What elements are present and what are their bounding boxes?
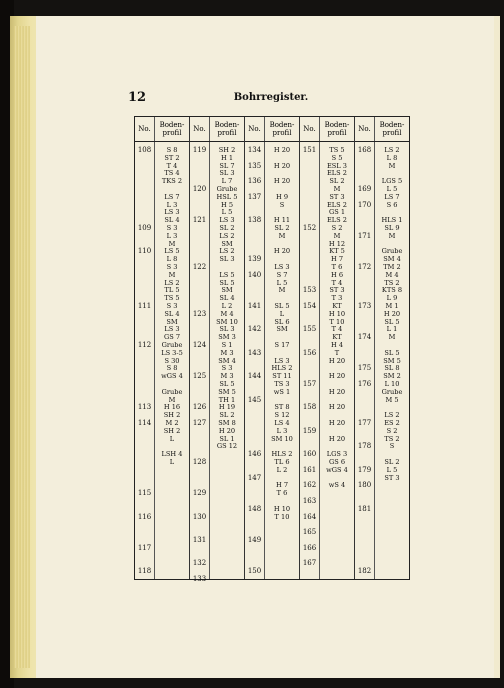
soil-profile-entry: SL 2 — [329, 177, 345, 186]
column-header — [355, 117, 409, 142]
profile-column — [374, 142, 409, 579]
soil-profile-entry: TL 5 — [164, 286, 180, 295]
soil-profile-entry: L — [169, 458, 175, 466]
soil-profile-entry: M 3 — [220, 372, 234, 381]
soil-profile-entry: M 4 — [385, 270, 399, 279]
soil-profile-entry: SL 4 — [219, 294, 235, 303]
soil-profile-entry: H 5 — [220, 200, 234, 209]
soil-profile-entry: S 3 — [166, 224, 178, 232]
no-column — [135, 142, 154, 579]
soil-profile-entry: ESL 3 — [326, 161, 347, 170]
soil-profile-entry: L 1 — [386, 325, 398, 334]
table-column-group — [189, 117, 244, 583]
boring-number: 126 — [192, 403, 207, 412]
boring-number: 172 — [357, 263, 372, 271]
soil-profile-entry: L 9 — [386, 294, 398, 303]
soil-profile-entry: KT 5 — [329, 247, 345, 256]
boring-number: 166 — [302, 543, 317, 552]
soil-profile-entry: TS 5 — [164, 294, 180, 303]
soil-profile-entry: H 1 — [220, 153, 234, 162]
soil-profile-entry: H 11 — [273, 216, 291, 225]
soil-profile-entry: SL 2 — [384, 458, 400, 466]
soil-profile-entry: L — [279, 309, 285, 318]
boring-number: 123 — [192, 309, 207, 318]
boring-number: 113 — [137, 403, 152, 412]
soil-profile-entry: SM 2 — [383, 372, 401, 381]
soil-profile-entry: LS 7 — [384, 192, 400, 201]
boring-number: 173 — [357, 302, 372, 310]
soil-profile-entry: H 20 — [273, 146, 291, 154]
soil-profile-entry: M — [168, 239, 176, 248]
boring-number: 160 — [302, 450, 317, 459]
boring-number: 112 — [137, 341, 152, 349]
soil-profile-entry: H 20 — [383, 309, 401, 318]
soil-profile-entry: S 12 — [274, 411, 290, 420]
soil-profile-entry: S 6 — [386, 200, 398, 209]
column-header — [135, 117, 189, 142]
soil-profile-entry: SM 3 — [218, 333, 236, 342]
soil-profile-entry: Grube — [381, 387, 403, 396]
soil-profile-entry: ST 11 — [272, 372, 292, 381]
boring-number: 127 — [192, 419, 207, 427]
no-column — [190, 142, 209, 583]
soil-profile-entry: M 2 — [165, 419, 179, 427]
soil-profile-entry: H 20 — [328, 419, 346, 427]
soil-profile-entry: SM 5 — [383, 356, 401, 365]
soil-profile-entry: S — [389, 442, 395, 451]
soil-profile-entry: TH 1 — [218, 395, 236, 404]
header-profile: Boden-profil — [319, 117, 354, 141]
boring-number: 174 — [357, 333, 372, 342]
boring-number: 135 — [247, 161, 262, 170]
boring-number: 180 — [357, 481, 372, 490]
soil-profile-entry: L 2 — [221, 302, 233, 310]
soil-profile-entry: ST 8 — [274, 403, 290, 412]
soil-profile-entry: S — [279, 200, 285, 209]
soil-profile-entry: SL 5 — [219, 278, 235, 287]
no-column — [245, 142, 264, 579]
boring-number: 140 — [247, 270, 262, 279]
soil-profile-entry: S 2 — [386, 426, 398, 435]
soil-profile-entry: H 20 — [328, 434, 346, 443]
soil-profile-entry: H 7 — [275, 481, 289, 490]
boring-number: 157 — [302, 380, 317, 388]
soil-profile-entry: KTS 8 — [381, 286, 403, 295]
soil-profile-entry: TS 3 — [274, 380, 290, 388]
soil-profile-entry: S 3 — [166, 263, 178, 271]
boring-number: 162 — [302, 481, 317, 490]
soil-profile-entry: SM — [221, 286, 233, 295]
soil-profile-entry: L 3 — [166, 231, 178, 240]
boring-number: 165 — [302, 528, 317, 537]
boring-number: 156 — [302, 348, 317, 357]
boring-number: 164 — [302, 512, 317, 521]
soil-profile-entry: SL 4 — [164, 216, 180, 225]
soil-profile-entry: LS 3-5 — [161, 348, 183, 357]
boring-number: 181 — [357, 504, 372, 513]
soil-profile-entry: T 4 — [331, 278, 343, 287]
soil-profile-entry: H 7 — [330, 255, 344, 264]
header-no: No. — [248, 125, 261, 133]
soil-profile-entry: LS 5 — [219, 270, 235, 279]
soil-profile-entry: H 4 — [330, 341, 344, 349]
boring-number: 148 — [247, 504, 262, 513]
soil-profile-entry: SL 4 — [164, 309, 180, 318]
soil-profile-entry: M 1 — [385, 302, 399, 310]
boring-number: 133 — [192, 575, 207, 583]
soil-profile-entry: LS 2 — [219, 247, 235, 256]
header-profile: Boden-profil — [264, 117, 299, 141]
soil-profile-entry: S 3 — [166, 302, 178, 310]
soil-profile-entry: Grube — [216, 185, 238, 193]
soil-profile-entry: SL 5 — [384, 348, 400, 357]
boring-number: 111 — [137, 302, 152, 310]
soil-profile-entry: KT — [332, 333, 342, 342]
boring-number: 128 — [192, 458, 207, 466]
boring-number: 170 — [357, 200, 372, 209]
soil-profile-entry: ST 3 — [329, 192, 345, 201]
table-column-group — [135, 117, 189, 579]
page-number: 12 — [128, 90, 147, 105]
boring-number: 130 — [192, 512, 207, 521]
boring-number: 134 — [247, 146, 262, 154]
boring-number: 176 — [357, 380, 372, 388]
soil-profile-entry: TL 6 — [274, 458, 290, 466]
header-profile: Boden-profil — [154, 117, 189, 141]
soil-profile-entry: L 2 — [276, 465, 288, 474]
soil-profile-entry: M — [278, 286, 286, 295]
boring-number: 121 — [192, 216, 207, 225]
header-no: No. — [193, 125, 206, 133]
no-column — [355, 142, 374, 579]
soil-profile-entry: H 20 — [273, 247, 291, 256]
boring-number: 177 — [357, 419, 372, 427]
boring-number: 175 — [357, 364, 372, 373]
soil-profile-entry: M — [333, 231, 341, 240]
soil-profile-entry: SL 3 — [219, 325, 235, 334]
soil-profile-entry: L 7 — [221, 177, 233, 186]
soil-profile-entry: LS 3 — [274, 356, 290, 365]
soil-profile-entry: SL 2 — [219, 411, 235, 420]
soil-profile-entry: Grube — [161, 387, 183, 396]
soil-profile-entry: HLS 1 — [381, 216, 403, 225]
boring-number: 138 — [247, 216, 262, 225]
soil-profile-entry: SL 3 — [219, 169, 235, 178]
column-header — [190, 117, 244, 142]
soil-profile-entry: LS 2 — [164, 278, 180, 287]
profile-column — [209, 142, 244, 579]
soil-profile-entry: SM — [221, 239, 233, 248]
soil-profile-entry: LGS 3 — [326, 450, 348, 459]
boring-number: 115 — [137, 489, 152, 498]
soil-profile-entry: M 3 — [220, 348, 234, 357]
soil-profile-entry: SH 2 — [163, 426, 181, 435]
soil-profile-entry: SL 1 — [219, 434, 235, 443]
soil-profile-entry: ELS 2 — [326, 216, 347, 225]
soil-profile-entry: L — [169, 434, 175, 443]
boring-number: 179 — [357, 465, 372, 474]
borehole-register-table — [134, 116, 410, 583]
soil-profile-entry: L 10 — [384, 380, 400, 388]
soil-profile-entry: TS 2 — [384, 434, 400, 443]
boring-number: 178 — [357, 442, 372, 451]
boring-number: 155 — [302, 325, 317, 334]
soil-profile-entry: LSH 4 — [161, 450, 183, 459]
soil-profile-entry: SH 2 — [218, 146, 236, 154]
soil-profile-entry: LS 2 — [219, 231, 235, 240]
boring-number: 154 — [302, 302, 317, 310]
soil-profile-entry: T 6 — [331, 263, 343, 271]
soil-profile-entry: SM 10 — [271, 434, 293, 443]
soil-profile-entry: H 6 — [330, 270, 344, 279]
soil-profile-entry: HLS 2 — [271, 450, 293, 459]
soil-profile-entry: Grube — [161, 341, 183, 349]
soil-profile-entry: wS 4 — [328, 481, 346, 490]
boring-number: 145 — [247, 395, 262, 404]
soil-profile-entry: LS 2 — [384, 411, 400, 420]
table-column-group — [354, 117, 409, 579]
soil-profile-entry: H 20 — [328, 403, 346, 412]
boring-number: 152 — [302, 224, 317, 232]
soil-profile-entry: SM 5 — [218, 387, 236, 396]
boring-number: 129 — [192, 489, 207, 498]
soil-profile-entry: HSL 5 — [216, 192, 238, 201]
soil-profile-entry: wS 1 — [273, 387, 291, 396]
boring-number: 131 — [192, 536, 207, 544]
soil-profile-entry: ES 2 — [384, 419, 400, 427]
soil-profile-entry: LS 3 — [274, 263, 290, 271]
boring-number: 144 — [247, 372, 262, 381]
soil-profile-entry: SM — [276, 325, 288, 334]
column-header — [300, 117, 354, 142]
soil-profile-entry: ELS 2 — [326, 200, 347, 209]
soil-profile-entry: M — [388, 231, 396, 240]
boring-number: 143 — [247, 348, 262, 357]
soil-profile-entry: H 19 — [218, 403, 236, 412]
soil-profile-entry: SL 9 — [384, 224, 400, 232]
soil-profile-entry: HLS 2 — [271, 364, 293, 373]
soil-profile-entry: H 16 — [163, 403, 181, 412]
soil-profile-entry: H 10 — [328, 309, 346, 318]
soil-profile-entry: GS 7 — [163, 333, 181, 342]
soil-profile-entry: LS 3 — [219, 216, 235, 225]
boring-number: 147 — [247, 473, 262, 482]
soil-profile-entry: wGS 4 — [161, 372, 183, 381]
table-column-group — [299, 117, 354, 579]
soil-profile-entry: H 10 — [273, 504, 291, 513]
soil-profile-entry: L 8 — [386, 153, 398, 162]
soil-profile-entry: L 8 — [166, 255, 178, 264]
boring-number: 146 — [247, 450, 262, 459]
soil-profile-entry: T 4 — [166, 161, 178, 170]
soil-profile-entry: S 1 — [221, 341, 233, 349]
soil-profile-entry: H 20 — [218, 426, 236, 435]
soil-profile-entry: S 3 — [221, 364, 233, 373]
profile-column — [319, 142, 354, 579]
boring-number: 141 — [247, 302, 262, 310]
soil-profile-entry: SL 2 — [219, 224, 235, 232]
boring-number: 151 — [302, 146, 317, 154]
boring-number: 136 — [247, 177, 262, 186]
column-header — [245, 117, 299, 142]
soil-profile-entry: SL 3 — [219, 255, 235, 264]
soil-profile-entry: H 20 — [328, 372, 346, 381]
soil-profile-entry: SL 7 — [219, 161, 235, 170]
soil-profile-entry: SM 4 — [218, 356, 236, 365]
soil-profile-entry: M — [333, 185, 341, 193]
soil-profile-entry: ELS 2 — [326, 169, 347, 178]
soil-profile-entry: M — [388, 161, 396, 170]
soil-profile-entry: T 3 — [331, 294, 343, 303]
soil-profile-entry: LS 5 — [164, 247, 180, 256]
boring-number: 118 — [137, 567, 152, 576]
boring-number: 124 — [192, 341, 207, 349]
soil-profile-entry: LS 3 — [164, 325, 180, 334]
soil-profile-entry: LS 7 — [164, 192, 180, 201]
boring-number: 171 — [357, 231, 372, 240]
soil-profile-entry: L 5 — [386, 465, 398, 474]
soil-profile-entry: ST 3 — [329, 286, 345, 295]
soil-profile-entry: H 9 — [275, 192, 289, 201]
soil-profile-entry: GS 12 — [216, 442, 238, 451]
boring-number: 116 — [137, 512, 152, 521]
soil-profile-entry: L 5 — [386, 185, 398, 193]
soil-profile-entry: ST 2 — [164, 153, 180, 162]
boring-number: 149 — [247, 536, 262, 544]
boring-number: 159 — [302, 426, 317, 435]
soil-profile-entry: Grube — [381, 247, 403, 256]
boring-number: 142 — [247, 325, 262, 334]
soil-profile-entry: T 6 — [276, 489, 288, 498]
soil-profile-entry: S 5 — [331, 153, 343, 162]
soil-profile-entry: LGS 5 — [381, 177, 403, 186]
soil-profile-entry: M — [168, 395, 176, 404]
soil-profile-entry: T 4 — [331, 325, 343, 334]
soil-profile-entry: TS 4 — [164, 169, 180, 178]
boring-number: 139 — [247, 255, 262, 264]
soil-profile-entry: SM 8 — [218, 419, 236, 427]
boring-number: 182 — [357, 567, 372, 576]
boring-number: 125 — [192, 372, 207, 381]
boring-number: 114 — [137, 419, 152, 427]
soil-profile-entry: LS 3 — [164, 208, 180, 217]
soil-profile-entry: S 17 — [274, 341, 290, 349]
soil-profile-entry: GS 1 — [328, 208, 346, 217]
soil-profile-entry: T — [334, 348, 340, 357]
boring-number: 153 — [302, 286, 317, 295]
soil-profile-entry: S 8 — [166, 146, 178, 154]
soil-profile-entry: GS 6 — [328, 458, 346, 466]
boring-number: 167 — [302, 559, 317, 568]
soil-profile-entry: TM 2 — [383, 263, 401, 271]
soil-profile-entry: L 3 — [166, 200, 178, 209]
boring-number: 161 — [302, 465, 317, 474]
boring-number: 119 — [192, 146, 207, 154]
running-head: Bohrregister. — [233, 92, 309, 103]
soil-profile-entry: T 10 — [329, 317, 345, 326]
boring-number: 150 — [247, 567, 262, 576]
soil-profile-entry: TS 2 — [384, 278, 400, 287]
soil-profile-entry: H 20 — [273, 177, 291, 186]
boring-number: 108 — [137, 146, 152, 154]
soil-profile-entry: TKS 2 — [161, 177, 183, 186]
boring-number: 132 — [192, 559, 207, 568]
boring-number: 117 — [137, 543, 152, 552]
soil-profile-entry: H 20 — [328, 387, 346, 396]
boring-number: 137 — [247, 192, 262, 201]
soil-profile-entry: SL 5 — [274, 302, 290, 310]
header-no: No. — [303, 125, 316, 133]
soil-profile-entry: SL 2 — [274, 224, 290, 232]
boring-number: 168 — [357, 146, 372, 154]
soil-profile-entry: S 30 — [164, 356, 180, 365]
header-profile: Boden-profil — [374, 117, 409, 141]
soil-profile-entry: M — [168, 270, 176, 279]
soil-profile-entry: ST 3 — [384, 473, 400, 482]
soil-profile-entry: L 3 — [276, 426, 288, 435]
boring-number: 120 — [192, 185, 207, 193]
header-no: No. — [138, 125, 151, 133]
header-no: No. — [358, 125, 371, 133]
profile-column — [154, 142, 189, 579]
soil-profile-entry: SL 5 — [384, 317, 400, 326]
soil-profile-entry: S 7 — [276, 270, 288, 279]
soil-profile-entry: T 10 — [274, 512, 290, 521]
soil-profile-entry: H 12 — [328, 239, 346, 248]
soil-profile-entry: M — [278, 231, 286, 240]
soil-profile-entry: S 8 — [166, 364, 178, 373]
soil-profile-entry: SM 10 — [216, 317, 238, 326]
soil-profile-entry: LS 4 — [274, 419, 290, 427]
soil-profile-entry: SM — [166, 317, 178, 326]
boring-number: 163 — [302, 497, 317, 505]
soil-profile-entry: H 20 — [328, 356, 346, 365]
soil-profile-entry: L 5 — [221, 208, 233, 217]
boring-number: 169 — [357, 185, 372, 193]
table-column-group — [244, 117, 299, 579]
soil-profile-entry: H 20 — [273, 161, 291, 170]
soil-profile-entry: SM 4 — [383, 255, 401, 264]
soil-profile-entry: SL 5 — [219, 380, 235, 388]
soil-profile-entry: wGS 4 — [326, 465, 348, 474]
profile-column — [264, 142, 299, 579]
soil-profile-entry: SH 2 — [163, 411, 181, 420]
soil-profile-entry: M 4 — [220, 309, 234, 318]
boring-number: 109 — [137, 224, 152, 232]
soil-profile-entry: SL 6 — [274, 317, 290, 326]
no-column — [300, 142, 319, 579]
soil-profile-entry: SL 8 — [384, 364, 400, 373]
soil-profile-entry: KT — [332, 302, 342, 310]
soil-profile-entry: M — [388, 333, 396, 342]
soil-profile-entry: M 5 — [385, 395, 399, 404]
soil-profile-entry: S 2 — [331, 224, 343, 232]
boring-number: 158 — [302, 403, 317, 412]
soil-profile-entry: TS 5 — [329, 146, 345, 154]
boring-number: 122 — [192, 263, 207, 271]
soil-profile-entry: L 5 — [276, 278, 288, 287]
soil-profile-entry: LS 2 — [384, 146, 400, 154]
header-profile: Boden-profil — [209, 117, 244, 141]
page-stack-edge — [14, 26, 30, 668]
boring-number: 110 — [137, 247, 152, 256]
